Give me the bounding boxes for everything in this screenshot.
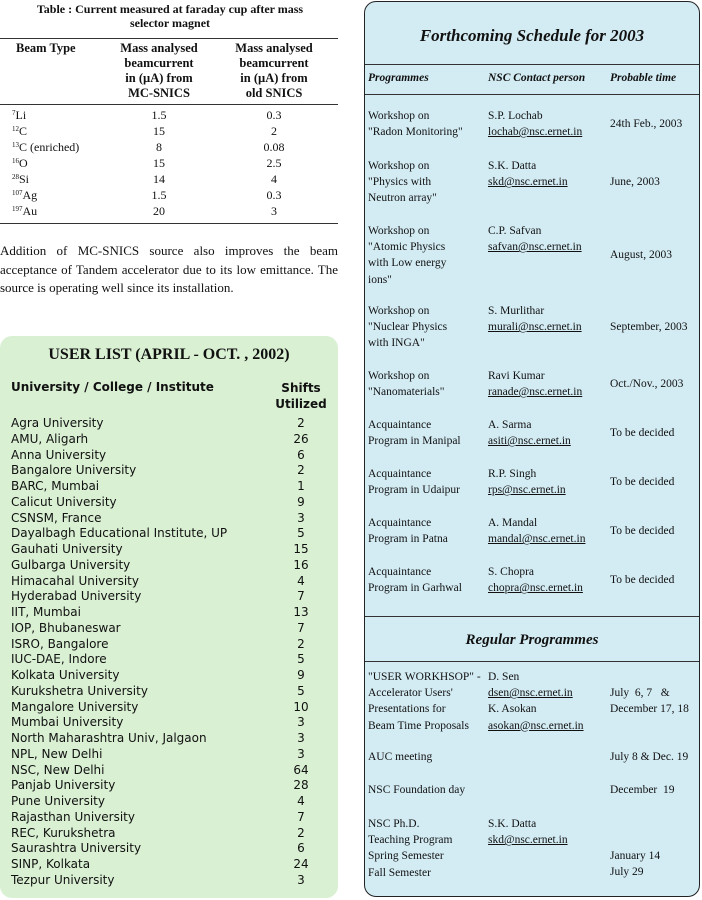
header-beam-type: Beam Type (16, 41, 76, 55)
mass-number: 107 (12, 189, 23, 197)
shifts-value: 3 (297, 715, 305, 730)
shifts-value: 1 (297, 479, 305, 493)
shifts-value: 16 (293, 557, 309, 572)
table-row (0, 155, 338, 171)
mc-snics-cell: 15 (153, 156, 165, 170)
list-item (11, 731, 331, 747)
shifts-value: 4 (297, 794, 305, 808)
contact-name: S.K. Datta (488, 818, 537, 830)
list-item (11, 589, 331, 605)
mc-snics-cell: 1.5 (151, 108, 167, 122)
shifts-value: 7 (297, 589, 305, 604)
probable-time: Oct./Nov., 2003 (610, 378, 684, 390)
mc-snics-cell: 1.5 (151, 188, 167, 202)
list-item (11, 542, 331, 558)
element-symbol: Si (19, 172, 30, 186)
programme-line: with Low energy (368, 257, 447, 270)
regular-programmes-title: Regular Programmes (465, 632, 599, 648)
programme-name (368, 515, 488, 547)
table-row (0, 171, 338, 187)
shifts-value: 15 (293, 542, 309, 556)
shifts-value: 3 (297, 510, 305, 525)
header-contact: NSC Contact person (488, 72, 586, 84)
list-item (11, 826, 331, 842)
shifts-value: 3 (297, 872, 305, 887)
programme-line: Presentations for (368, 703, 446, 716)
beam-type-cell (0, 107, 108, 123)
list-item (11, 668, 331, 684)
shifts-value: 2 (297, 825, 305, 840)
programme-line: Teaching Program (368, 834, 453, 847)
table-row (0, 139, 338, 155)
probable-time: To be decided (610, 427, 675, 439)
contact-name: K. Asokan (488, 703, 537, 716)
shifts-value: 2 (297, 463, 305, 478)
old-snics-cell: 3 (271, 204, 277, 218)
contact-email[interactable]: lochab@nsc.ernet.in (488, 126, 583, 139)
element-symbol: C (19, 124, 28, 138)
list-item (11, 715, 331, 731)
programme-line: Accelerator Users' (368, 687, 453, 700)
list-item (11, 526, 331, 542)
programme-line: Acquaintance (368, 566, 432, 578)
column-shifts-line2: Utilized (275, 397, 327, 411)
beam-type-cell (0, 155, 108, 171)
contact-person (488, 158, 610, 190)
auc-programme: AUC meeting (368, 751, 433, 763)
probable-time: To be decided (610, 574, 675, 586)
programme-line: NSC Ph.D. (368, 818, 420, 830)
list-item (11, 747, 331, 763)
probable-time: To be decided (610, 525, 675, 537)
old-snics-cell: 0.3 (266, 188, 282, 202)
list-item (11, 495, 331, 511)
list-item (11, 511, 331, 527)
old-snics-cell: 0.08 (263, 140, 285, 154)
auc-time: July 8 & Dec. 19 (610, 751, 689, 763)
institute-name: Kolkata University (11, 668, 120, 682)
header-mc-line: Mass analysed (120, 41, 198, 55)
element-symbol: C (enriched) (19, 140, 80, 154)
foundation-programme: NSC Foundation day (368, 784, 466, 796)
table-row (0, 107, 338, 123)
programme-name (368, 158, 488, 207)
programme-line: Acquaintance (368, 419, 432, 431)
institute-name: Anna University (11, 447, 107, 462)
column-shifts (268, 380, 334, 412)
contact-email[interactable]: safvan@nsc.ernet.in (488, 241, 582, 254)
institute-name: Pune University (11, 794, 105, 808)
shifts-value: 28 (293, 778, 309, 793)
time-line: December 17, 18 (610, 703, 689, 716)
list-item (11, 432, 331, 448)
header-old-line: Mass analysed (235, 41, 313, 55)
mass-number: 197 (12, 205, 23, 213)
element-symbol: Li (15, 108, 27, 122)
contact-person (488, 564, 610, 596)
contact-person (488, 368, 610, 400)
probable-time: August, 2003 (610, 249, 672, 261)
contact-email[interactable]: asiti@nsc.ernet.in (488, 435, 571, 448)
programme-line: Program in Udaipur (368, 484, 460, 497)
body-paragraph: Addition of MC-SNICS source also improves the beam acceptance of Tandem accelerator due to its low emittance. The source is operating well since its installation. (0, 243, 338, 295)
table-header (0, 39, 338, 104)
shifts-value: 26 (293, 431, 309, 446)
mass-number: 7 (12, 109, 16, 117)
probable-time: 24th Feb., 2003 (610, 118, 683, 130)
mc-snics-cell: 8 (156, 140, 162, 154)
institute-name: IOP, Bhubaneswar (11, 620, 121, 635)
table-caption (0, 2, 340, 30)
institute-name: Rajasthan University (11, 809, 135, 824)
programme-line: Neutron array" (368, 192, 437, 205)
institute-name: Calicut University (11, 494, 117, 509)
header-time: Probable time (610, 72, 677, 84)
contact-email[interactable]: ranade@nsc.ernet.in (488, 386, 583, 399)
programme-line: Beam Time Proposals (368, 719, 469, 732)
programme-line: Fall Semester (368, 866, 431, 879)
regular-workshop-contact (488, 669, 610, 734)
foundation-time: December 19 (610, 784, 675, 796)
header-mc-line: in (µA) from (125, 71, 193, 85)
contact-name: S. Murlithar (488, 305, 545, 317)
mc-snics-cell: 20 (153, 204, 165, 218)
contact-email[interactable]: chopra@nsc.ernet.in (488, 582, 583, 595)
programme-name (368, 564, 488, 596)
regular-workshop-time (610, 685, 700, 717)
institute-name: Panjab University (11, 778, 116, 793)
schedule-rule (365, 661, 699, 662)
mass-number: 12 (12, 125, 19, 133)
phd-time (610, 848, 700, 880)
beam-current-table (0, 38, 338, 224)
list-item (11, 448, 331, 464)
programme-line: Program in Garhwal (368, 582, 462, 595)
programme-line: Acquaintance (368, 468, 432, 480)
shifts-value: 10 (293, 699, 309, 714)
shifts-value: 5 (297, 526, 305, 541)
institute-name: Mangalore University (11, 699, 139, 714)
institute-name: Dayalbagh Educational Institute, UP (11, 526, 228, 541)
programme-line: Workshop on (368, 225, 430, 237)
beam-type-cell (0, 139, 108, 155)
list-item (11, 652, 331, 668)
old-snics-cell: 2 (271, 124, 277, 138)
old-snics-cell: 2.5 (266, 156, 282, 170)
shifts-value: 5 (297, 683, 305, 698)
institute-name: ISRO, Bangalore (11, 636, 109, 651)
contact-email[interactable]: rps@nsc.ernet.in (488, 484, 566, 497)
programme-line: Workshop on (368, 110, 430, 122)
programme-line: Program in Manipal (368, 435, 461, 448)
contact-email[interactable]: skd@nsc.ernet.in (488, 176, 568, 189)
list-item (11, 778, 331, 794)
institute-name: AMU, Aligarh (11, 431, 89, 446)
header-old-line: old SNICS (245, 86, 303, 100)
schedule-title: Forthcoming Schedule for 2003 (419, 26, 645, 45)
time-line: January 14 (610, 850, 661, 862)
list-item (11, 463, 331, 479)
column-institute: University / College / Institute (11, 380, 214, 394)
probable-time: September, 2003 (610, 321, 688, 333)
table-bottom-rule (0, 223, 338, 224)
programme-line: ions" (368, 273, 392, 286)
list-item (11, 605, 331, 621)
institute-name: IIT, Mumbai (11, 605, 81, 619)
programme-name (368, 417, 488, 449)
table-row (0, 203, 338, 219)
programme-line: with INGA" (368, 337, 425, 350)
institute-name: North Maharashtra Univ, Jalgaon (11, 731, 207, 745)
programme-line: "Atomic Physics (368, 241, 446, 254)
contact-name: A. Sarma (488, 419, 532, 431)
list-item (11, 479, 331, 495)
contact-person (488, 223, 610, 255)
header-mc-line: beamcurrent (124, 56, 194, 70)
programme-line: Program in Patna (368, 533, 448, 546)
institute-name: Tezpur University (11, 872, 115, 887)
programme-line: "Physics with (368, 176, 432, 189)
institute-name: Mumbai University (11, 715, 124, 730)
institute-name: Agra University (11, 416, 104, 430)
beam-type-cell (0, 187, 108, 203)
beam-type-cell (0, 203, 108, 219)
list-item (11, 700, 331, 716)
contact-person (488, 515, 610, 547)
contact-name: D. Sen (488, 671, 520, 683)
contact-name: S.K. Datta (488, 160, 537, 172)
institute-name: NSC, New Delhi (11, 762, 105, 777)
shifts-value: 7 (297, 809, 305, 824)
institute-name: Bangalore University (11, 463, 137, 478)
schedule-rule (365, 616, 699, 617)
list-item (11, 857, 331, 873)
institute-name: IUC-DAE, Indore (11, 652, 107, 667)
list-item (11, 763, 331, 779)
schedule-panel (364, 1, 700, 897)
list-item (11, 873, 331, 889)
table-row (0, 187, 338, 203)
shifts-value: 4 (297, 573, 305, 588)
user-list-rows (11, 416, 331, 889)
table-row (0, 123, 338, 139)
time-line: July 29 (610, 866, 644, 879)
contact-person (488, 303, 610, 335)
header-old-snics (210, 41, 338, 101)
institute-name: Hyderabad University (11, 589, 142, 604)
programme-line: "Nanomaterials" (368, 386, 445, 399)
contact-name: C.P. Safvan (488, 225, 542, 237)
list-item (11, 684, 331, 700)
contact-name: S. Chopra (488, 566, 534, 578)
beam-type-cell (0, 123, 108, 139)
shifts-value: 6 (297, 841, 305, 856)
header-programmes: Programmes (368, 72, 429, 84)
phd-contact (488, 816, 610, 848)
list-item (11, 794, 331, 810)
programme-name (368, 466, 488, 498)
institute-name: Gauhati University (11, 542, 123, 556)
mc-snics-cell: 14 (153, 172, 165, 186)
list-item (11, 637, 331, 653)
shifts-value: 3 (297, 731, 305, 745)
shifts-value: 7 (297, 620, 305, 635)
time-line: July 6, 7 & (610, 687, 670, 699)
contact-email[interactable]: murali@nsc.ernet.in (488, 321, 582, 334)
table-body (0, 105, 338, 223)
user-list-title: USER LIST (APRIL - OCT. , 2002) (48, 346, 290, 363)
list-item (11, 416, 331, 432)
user-list-panel (0, 336, 338, 898)
regular-workshop-programme (368, 669, 488, 734)
mc-snics-cell: 15 (153, 124, 165, 138)
header-mc-snics (108, 41, 210, 101)
shifts-value: 3 (297, 746, 305, 761)
shifts-value: 2 (297, 416, 305, 430)
old-snics-cell: 0.3 (266, 108, 282, 122)
programme-name (368, 108, 488, 140)
institute-name: Himacahal University (11, 573, 139, 588)
contact-name: R.P. Singh (488, 468, 537, 480)
programme-name (368, 223, 488, 288)
programme-line: Workshop on (368, 305, 430, 317)
mass-number: 13 (12, 141, 19, 149)
shifts-value: 9 (297, 494, 305, 509)
shifts-value: 64 (293, 762, 309, 777)
programme-line: Workshop on (368, 160, 430, 172)
probable-time: To be decided (610, 476, 675, 488)
institute-name: CSNSM, France (11, 510, 102, 525)
list-item (11, 810, 331, 826)
contact-name: A. Mandal (488, 517, 538, 529)
header-mc-line: MC-SNICS (128, 86, 190, 100)
element-symbol: O (19, 156, 28, 170)
old-snics-cell: 4 (271, 172, 277, 186)
programme-line: "Radon Monitoring" (368, 126, 463, 139)
contact-person (488, 466, 610, 498)
mass-number: 28 (12, 173, 19, 181)
schedule-rule (365, 94, 699, 95)
institute-name: SINP, Kolkata (11, 857, 91, 871)
programme-line: Spring Semester (368, 850, 444, 863)
column-shifts-line1: Shifts (281, 381, 321, 395)
contact-email[interactable]: dsen@nsc.ernet.in (488, 687, 573, 700)
shifts-value: 5 (297, 652, 305, 667)
shifts-value: 24 (293, 857, 309, 871)
institute-name: Kurukshetra University (11, 683, 148, 698)
table-caption-line1: Table : Current measured at faraday cup after mass (36, 2, 304, 16)
institute-name: NPL, New Delhi (11, 746, 103, 761)
programme-name (368, 368, 488, 400)
contact-email[interactable]: skd@nsc.ernet.in (488, 834, 568, 847)
shifts-value: 9 (297, 668, 305, 682)
list-item (11, 558, 331, 574)
contact-person (488, 417, 610, 449)
programme-line: Acquaintance (368, 517, 432, 529)
header-old-line: beamcurrent (239, 56, 309, 70)
programme-line: "Nuclear Physics (368, 321, 448, 334)
header-old-line: in (µA) from (240, 71, 308, 85)
institute-name: Saurashtra University (11, 841, 142, 856)
institute-name: REC, Kurukshetra (11, 825, 116, 840)
element-symbol: Ag (22, 188, 38, 202)
institute-name: Gulbarga University (11, 557, 131, 572)
element-symbol: Au (22, 204, 38, 218)
list-item (11, 621, 331, 637)
programme-name (368, 303, 488, 352)
probable-time: June, 2003 (610, 176, 660, 188)
institute-name: BARC, Mumbai (11, 479, 100, 493)
mass-number: 16 (12, 157, 19, 165)
shifts-value: 6 (297, 447, 305, 462)
contact-person (488, 108, 610, 140)
contact-name: S.P. Lochab (488, 110, 543, 122)
phd-programme (368, 816, 488, 881)
contact-name: Ravi Kumar (488, 370, 545, 382)
contact-email[interactable]: asokan@nsc.ernet.in (488, 719, 584, 732)
table-caption-line2: selector magnet (129, 16, 211, 30)
programme-line: Workshop on (368, 370, 430, 382)
list-item (11, 841, 331, 857)
beam-type-cell (0, 171, 108, 187)
list-item (11, 574, 331, 590)
schedule-rule (365, 64, 699, 65)
shifts-value: 13 (293, 605, 309, 619)
contact-email[interactable]: mandal@nsc.ernet.in (488, 533, 586, 546)
programme-line: "USER WORKHSOP" - (368, 671, 481, 683)
shifts-value: 2 (297, 636, 305, 651)
